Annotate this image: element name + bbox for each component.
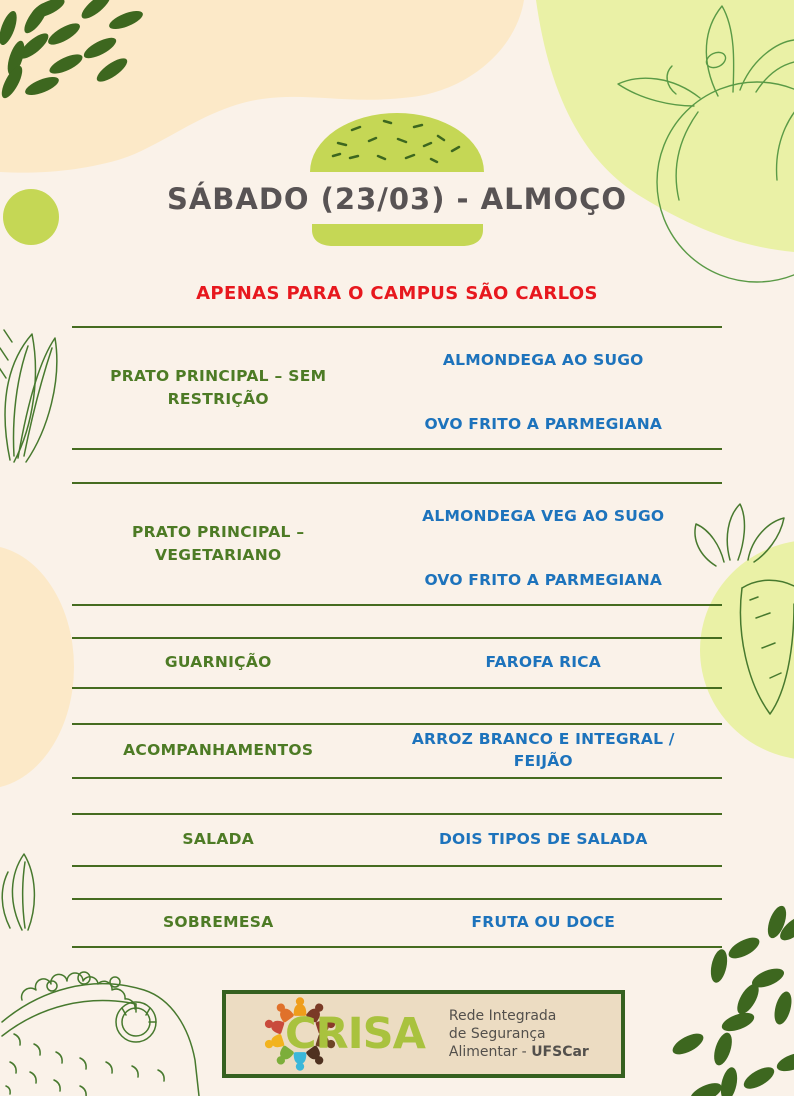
category-cell [72, 725, 365, 777]
category-cell [72, 639, 365, 687]
category-cell [72, 328, 365, 448]
burger-icon [310, 113, 484, 246]
category-cell [72, 815, 365, 865]
menu-row-acompanhamentos [72, 723, 722, 779]
dishes-cell [365, 815, 723, 865]
dishes-cell [365, 639, 723, 687]
dish: ALMONDEGA VEG AO SUGO [422, 507, 665, 525]
dishes-cell [365, 328, 723, 448]
dishes-cell [365, 900, 723, 946]
dish: ARROZ BRANCO E INTEGRAL / FEIJÃO [411, 730, 675, 770]
org-line: Rede Integrada [448, 1007, 557, 1024]
category-label: PRATO PRINCIPAL – SEM RESTRIÇÃO [110, 366, 327, 408]
category-label: GUARNIÇÃO [164, 653, 272, 672]
category-label: PRATO PRINCIPAL – VEGETARIANO [132, 522, 305, 564]
menu-row-sobremesa [72, 898, 722, 948]
menu-table [72, 326, 722, 948]
campus-notice: APENAS PARA O CAMPUS SÃO CARLOS [196, 283, 598, 304]
menu-row-prato-principal-sem-restricao [72, 326, 722, 450]
crisa-logo-box [222, 990, 625, 1078]
category-label: ACOMPANHAMENTOS [123, 741, 314, 760]
dish: OVO FRITO A PARMEGIANA [424, 415, 663, 434]
dish: FAROFA RICA [485, 653, 601, 672]
leaf-sketch-icon [0, 330, 57, 462]
menu-row-prato-principal-vegetariano [72, 482, 722, 606]
dishes-cell [365, 484, 723, 604]
category-cell [72, 900, 365, 946]
taco-sketch-icon [2, 972, 199, 1096]
dish: ALMONDEGA AO SUGO [442, 351, 644, 369]
peach-blob-left [0, 545, 74, 789]
ufscar-label: UFSCar [531, 1044, 589, 1061]
arugula-sketch-icon [2, 854, 34, 930]
menu-row-salada [72, 813, 722, 867]
dishes-cell [365, 725, 723, 777]
crisa-logo [262, 996, 425, 1072]
page-title: SÁBADO (23/03) - ALMOÇO [166, 182, 628, 216]
category-label: SALADA [182, 830, 255, 849]
org-line: de Segurança [448, 1025, 546, 1042]
dish: OVO FRITO A PARMEGIANA [424, 571, 663, 590]
org-line: Alimentar - UFSCar [448, 1044, 589, 1061]
dish: FRUTA OU DOCE [471, 913, 616, 932]
org-description [449, 1007, 589, 1062]
category-cell [72, 484, 365, 604]
menu-row-guarnicao [72, 637, 722, 689]
category-label: SOBREMESA [162, 913, 274, 932]
dish: DOIS TIPOS DE SALADA [438, 830, 648, 849]
crisa-wordmark: CRISA [285, 1009, 425, 1059]
